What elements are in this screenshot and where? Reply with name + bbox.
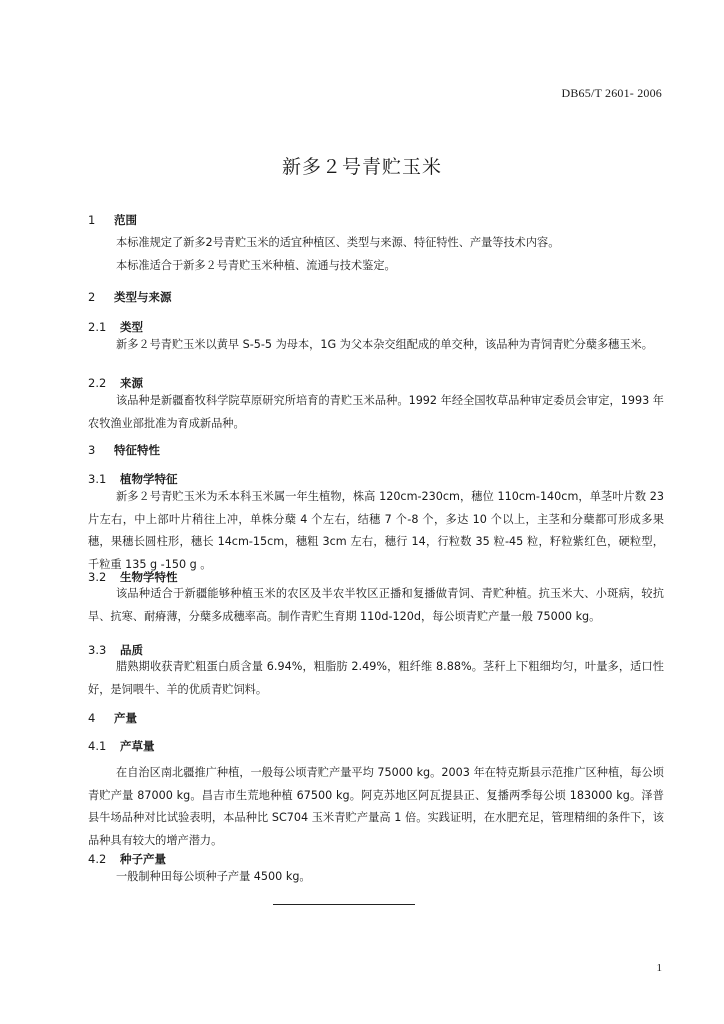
para-1-2: 本标准适合于新多２号青贮玉米种植、流通与技术鉴定。 <box>116 259 396 272</box>
heading-3: 3 特征特性 <box>88 443 160 457</box>
heading-3-2: 3.2 生物学特性 <box>88 570 178 584</box>
heading-4-2: 4.2 种子产量 <box>88 852 166 866</box>
para-2-2: 该品种是新疆畜牧科学院草原研究所培育的青贮玉米品种。1992 年经全国牧草品种审定委员会审定，1993 年农牧渔业部批准为育成新品种。 <box>88 394 664 430</box>
para-2-1: 新多２号青贮玉米以黄早 S-5-5 为母本，1G 为父本杂交组配成的单交种，该品种为青饲青贮分蘖多穗玉米。 <box>116 338 653 351</box>
heading-4: 4 产量 <box>88 711 137 725</box>
para-4-2: 一般制种田每公顷种子产量 4500 kg。 <box>116 870 311 883</box>
para-3-1: 新多２号青贮玉米为禾本科玉米属一年生植物，株高 120cm-230cm，穗位 110cm-140cm，单茎叶片数 23 片左右，中上部叶片稍往上冲，单株分蘖 4 个左右，结穗 7 个-8 个，多达 10 个以上，主茎和分蘖都可形成多果穗，果穗长圆柱形，穗长 14cm-15cm，穗粗 3cm 左右，穗行 14，行粒数 35 粒-45 粒，籽粒紫红色，硬粒型，千粒重 135 g -150 g 。 <box>88 490 664 571</box>
heading-3-1: 3.1 植物学特征 <box>88 472 178 486</box>
para-3-3: 腊熟期收获青贮粗蛋白质含量 6.94%，粗脂肪 2.49%，粗纤维 8.88%。茎秆上下粗细均匀，叶量多，适口性好，是饲喂牛、羊的优质青贮饲料。 <box>88 660 664 696</box>
end-rule <box>273 904 415 905</box>
heading-2-1: 2.1 类型 <box>88 320 143 334</box>
para-1-1: 本标准规定了新多2号青贮玉米的适宜种植区、类型与来源、特征特性、产量等技术内容。 <box>116 236 560 249</box>
heading-1: 1 范围 <box>88 213 137 227</box>
para-3-2: 该品种适合于新疆能够种植玉米的农区及半农半牧区正播和复播做青饲、青贮种植。抗玉米大、小斑病，较抗旱、抗寒、耐瘠薄，分蘖多成穗率高。制作青贮生育期 110d-120d，每公顷青贮产量一般 75000 kg。 <box>88 587 664 623</box>
heading-4-1: 4.1 产草量 <box>88 739 155 753</box>
page-title: 新多２号青贮玉米 <box>281 156 442 178</box>
heading-3-3: 3.3 品质 <box>88 643 143 657</box>
heading-2-2: 2.2 来源 <box>88 376 143 390</box>
heading-2: 2 类型与来源 <box>88 290 172 304</box>
doc-code: DB65/T 2601- 2006 <box>561 86 662 100</box>
page-number: 1 <box>656 962 662 974</box>
para-4-1: 在自治区南北疆推广种植，一般每公顷青贮产量平均 75000 kg。2003 年在特克斯县示范推广区种植，每公顷青贮产量 87000 kg。昌吉市生荒地种植 67500 kg。阿克苏地区阿瓦提县正、复播两季每公顷 183000 kg。泽普县牛场品种对比试验表明，本品种比 SC704 玉米青贮产量高 1 倍。实践证明，在水肥充足，管理精细的条件下，该品种具有较大的增产潜力。 <box>88 766 664 847</box>
